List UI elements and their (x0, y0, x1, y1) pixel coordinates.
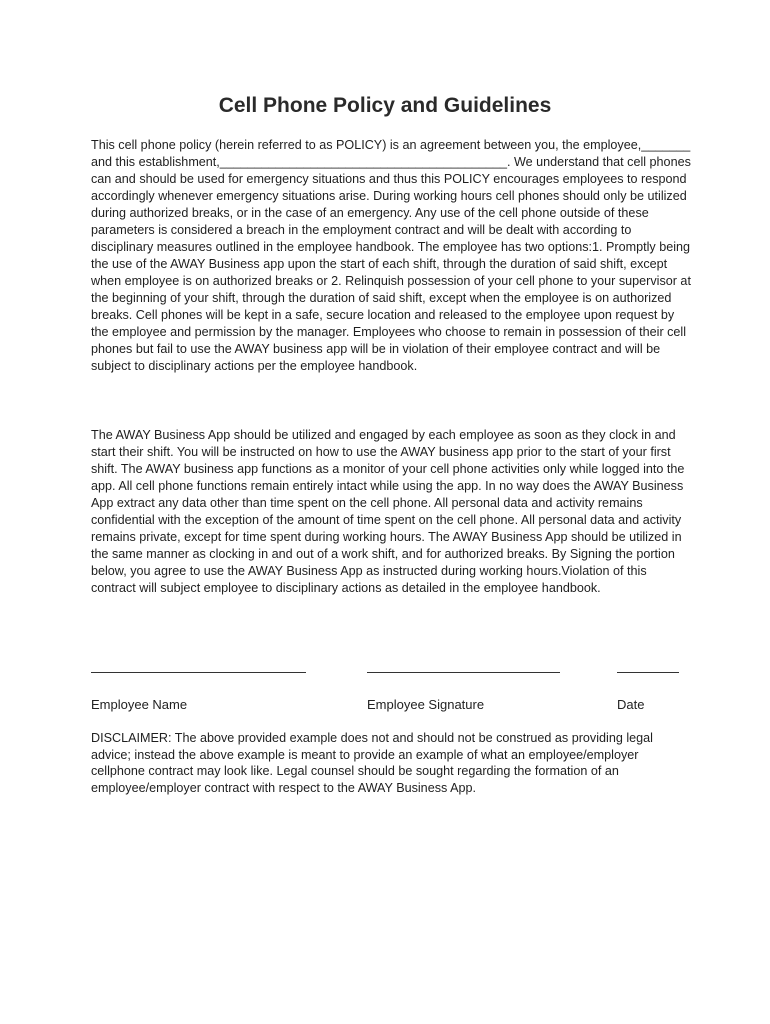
employee-name-label: Employee Name (91, 697, 188, 712)
date-line[interactable] (617, 672, 679, 673)
employee-name-line[interactable] (91, 672, 306, 673)
date-label: Date (617, 697, 645, 712)
employee-signature-line[interactable] (367, 672, 560, 673)
employee-signature-label: Employee Signature (367, 697, 485, 712)
page-title: Cell Phone Policy and Guidelines (218, 94, 552, 117)
policy-paragraph: This cell phone policy (herein referred to as POLICY) is an agreement between you, the employee,_______ and this establishment,_________________________________________. We understand that cell phones can and should be used for emergency situations and thus this POLICY encourages employees to respond accordingly whenever emergency situations arise. During working hours cell phones should only be utilized during authorized breaks, or in the case of an emergency. Any use of the cell phone outside of these parameters is considered a breach in the employment contract and will be dealt with according to disciplinary measures outlined in the employee handbook. The employee has two options:1. Promptly being the use of the AWAY Business app upon the start of each shift, through the duration of said shift, except when employee is on authorized breaks or 2. Relinquish possession of your cell phone to your supervisor at the beginning of your shift, through the duration of said shift, except when the employee is on authorized breaks. Cell phones will be kept in a safe, secure location and released to the employee upon request by the employee and permission by the manager. Employees who choose to remain in possession of their cell phones but fail to use the AWAY business app will be in violation of their employee contract and will be subject to disciplinary actions per the employee handbook. (91, 138, 691, 373)
app-usage-paragraph: The AWAY Business App should be utilized and engaged by each employee as soon as they clock in and start their shift. You will be instructed on how to use the AWAY business app prior to the start of your first shift. The AWAY business app functions as a monitor of your cell phone activities only while logged into the app. All cell phone functions remain entirely intact while using the app. In no way does the AWAY Business App extract any data other than time spent on the cell phone. All personal data and activity remains confidential with the exception of the amount of time spent on the cell phone. All personal data and activity remains private, except for time spent during working hours. The AWAY Business App should be utilized in the same manner as clocking in and out of a work shift, and for authorized breaks. By Signing the portion below, you agree to use the AWAY Business App as instructed during working hours.Violation of this contract will subject employee to disciplinary actions as detailed in the employee handbook. (91, 428, 685, 595)
disclaimer-paragraph: DISCLAIMER: The above provided example does not and should not be construed as providing legal advice; instead the above example is meant to provide an example of what an employee/employer cellphone contract may look like. Legal counsel should be sought regarding the formation of an employee/employer contract with respect to the AWAY Business App. (91, 731, 653, 795)
